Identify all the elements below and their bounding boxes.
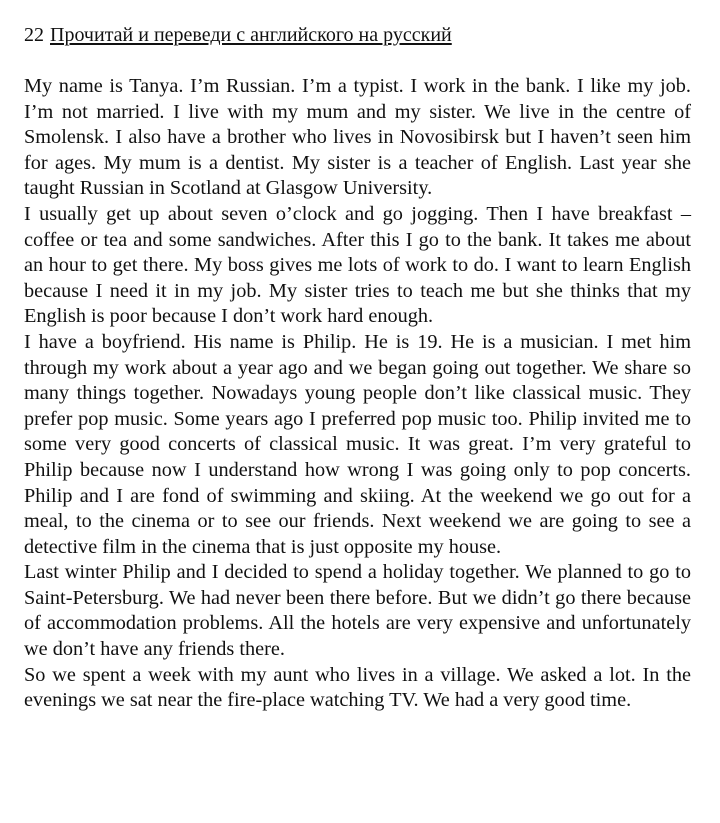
exercise-heading [24,20,691,50]
paragraph-1: My name is Tanya. I’m Russian. I’m a typist. I work in the bank. I like my job. I’m not married. I live with my mum and my sister. We live in the centre of Smolensk. I also have a brother who lives in Novosibirsk but I haven’t seen him for ages. My mum is a dentist. My sister is a teacher of English. Last year she taught Russian in Scotland at Glasgow University. [24,75,691,200]
paragraph-5: So we spent a week with my aunt who lives in a village. We asked a lot. In the evenings we sat near the fire-place watching TV. We had a very good time. [24,663,691,712]
document-page [24,20,691,714]
paragraph-2: I usually get up about seven o’clock and go jogging. Then I have breakfast – coffee or tea and some sandwiches. After this I go to the bank. It takes me about an hour to get there. My boss gives me lots of work to do. I want to learn English because I need it in my job. My sister tries to teach me but she thinks that my English is poor because I don’t work hard enough. [24,202,691,328]
exercise-instruction: Прочитай и переведи с английского на русский [50,24,452,46]
reading-text [24,74,691,714]
paragraph-3: I have a boyfriend. His name is Philip. He is 19. He is a musician. I met him through my work about a year ago and we began going out together. We share so many things together. Nowadays young people don’t like classical music. They prefer pop music. Some years ago I preferred pop music too. Philip invited me to some very good concerts of classical music. It was great. I’m very grateful to Philip because now I understand how wrong I was going only to pop concerts. Philip and I are fond of swimming and skiing. At the weekend we go out for a meal, to the cinema or to see our friends. Next weekend we are going to see a detective film in the cinema that is just opposite my house. [24,330,691,558]
paragraph-4: Last winter Philip and I decided to spend a holiday together. We planned to go to Saint-Petersburg. We had never been there before. But we didn’t go there because of accommodation problems. All the hotels are very expensive and unfortunately we don’t have any friends there. [24,561,691,661]
exercise-number: 22 [24,24,44,46]
